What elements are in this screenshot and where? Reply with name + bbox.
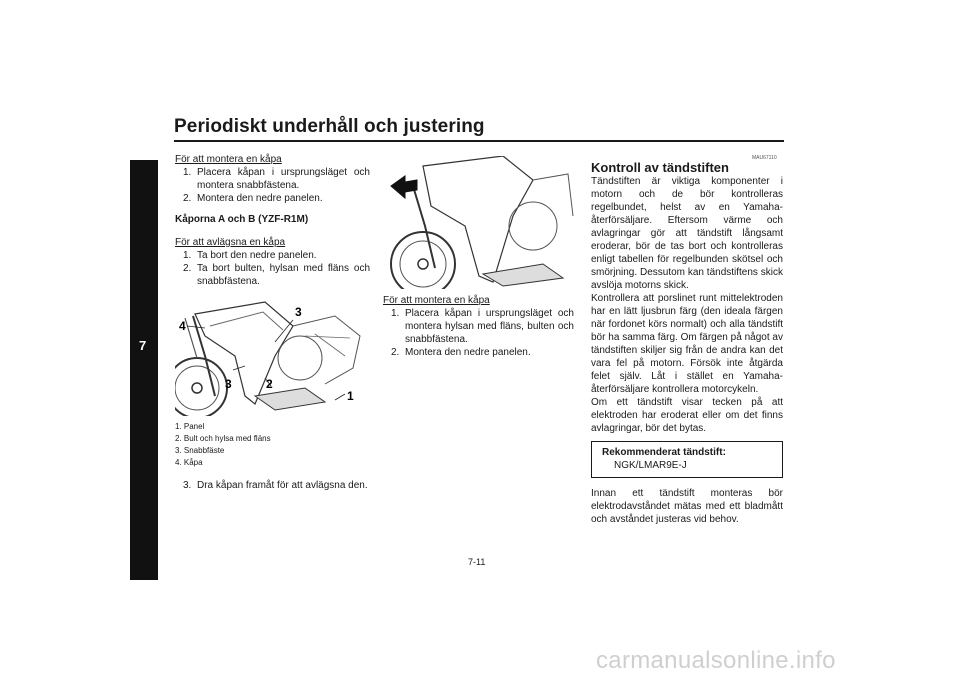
callout-3-top: 3 (295, 305, 302, 319)
list-item: 2. Montera den nedre panelen. (391, 347, 531, 358)
page-title: Periodiskt underhåll och justering (174, 116, 485, 137)
list-item: 2. Montera den nedre panelen. (183, 193, 323, 204)
title-rule (174, 140, 784, 142)
recommended-plug-box (591, 441, 783, 478)
callout-4: 4 (179, 319, 186, 333)
section-heading-spark-plugs: Kontroll av tändstiften (591, 160, 729, 175)
figure-captions (175, 421, 370, 469)
box-label: Rekommenderat tändstift: (602, 447, 726, 458)
footer-watermark: carmanualsonline.info (596, 647, 836, 674)
section-heading-install: För att montera en kåpa (175, 154, 282, 165)
box-value: NGK/LMAR9E-J (614, 460, 687, 471)
callout-2: 2 (266, 377, 273, 391)
list-item: 2. Ta bort bulten, hylsan med fläns och snabbfästena. (183, 263, 370, 287)
callout-3-bottom: 3 (225, 377, 232, 391)
list-item: 1. Placera kåpan i ursprungsläget och montera hylsan med fläns, bulten och snabbfästena. (391, 308, 574, 345)
paragraph: Tändstiften är viktiga komponenter i motorn och de bör kontrolleras regelbundet, helst av en Yamaha-återförsäljare. Eftersom värme och avlagringar gör att tändstift långsamt eroderar, bör de tas bort och kontrolleras enligt tabellen för regelbunden skötsel och smörjning. Dessutom kan tändstiftens skick avslöja motorns skick. (591, 176, 783, 291)
chapter-number: 7 (139, 338, 147, 353)
motorcycle-cover-figure (175, 296, 370, 416)
column-2 (383, 294, 574, 359)
paragraph: Om ett tändstift visar tecken på att elektroden har eroderat eller om det finns avlagringar, bör det bytas. (591, 397, 783, 434)
chapter-tab (130, 160, 158, 580)
list-item: 3. Dra kåpan framåt för att avlägsna den. (183, 480, 368, 491)
caption-item: 4. Kåpa (175, 458, 203, 467)
section-heading-remove: För att avlägsna en kåpa (175, 237, 286, 248)
callout-1: 1 (347, 389, 354, 403)
column-3 (591, 175, 783, 526)
list-item: 1. Placera kåpan i ursprungsläget och montera snabbfästena. (183, 167, 370, 191)
list-item: 1. Ta bort den nedre panelen. (183, 250, 317, 261)
caption-item: 1. Panel (175, 422, 205, 431)
motorcycle-arrow-figure (383, 156, 574, 289)
paragraph: Innan ett tändstift monteras bör elektrodavståndet mätas med ett bladmått och avståndet justeras vid behov. (591, 488, 783, 525)
paragraph: Kontrollera att porslinet runt mittelektroden har en lätt ljusbrun färg (den ideala färgen när fordonet körs normalt) och alla tändstift bör ha samma färg. Om färgen på något av tändstiften skiljer sig från de andra kan det vara fel på motorn. Försök inte åtgärda felet själv. Låt i stället en Yamaha-återförsäljare kontrollera motorcykeln. (591, 293, 783, 395)
caption-item: 2. Bult och hylsa med fläns (175, 434, 271, 443)
doc-code: MAU67110 (752, 155, 777, 161)
page-number: 7-11 (468, 557, 486, 567)
caption-item: 3. Snabbfäste (175, 446, 225, 455)
subheading-covers: Kåporna A och B (YZF-R1M) (175, 214, 309, 225)
section-heading-install-2: För att montera en kåpa (383, 295, 490, 306)
column-1 (175, 153, 370, 288)
